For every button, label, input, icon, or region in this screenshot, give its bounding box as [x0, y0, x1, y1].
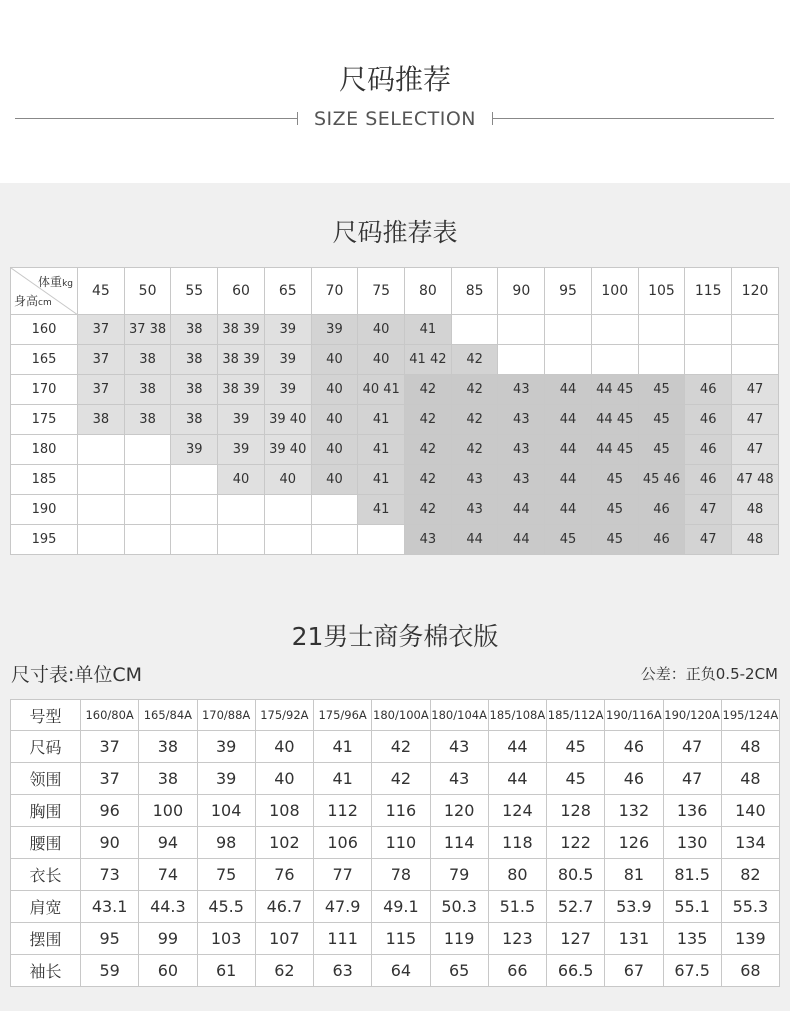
measurement-value-cell: 102 [255, 827, 313, 859]
measurement-value-cell: 124 [488, 795, 546, 827]
measurement-value-cell: 128 [547, 795, 605, 827]
measurement-value-cell: 119 [430, 923, 488, 955]
recommended-size-cell [124, 435, 171, 465]
measurement-value-cell: 42 [372, 763, 430, 795]
measurement-value-cell: 112 [314, 795, 372, 827]
recommended-size-cell: 44 45 [591, 435, 638, 465]
recommended-size-cell: 39 [218, 435, 265, 465]
size-chart-tolerance-caption: 公差：正负0.5-2CM [640, 665, 778, 683]
recommended-size-cell [498, 345, 545, 375]
measurement-value-cell: 38 [139, 731, 197, 763]
measurement-value-cell: 73 [81, 859, 139, 891]
measurement-label-cell: 袖长 [11, 955, 81, 987]
recommended-size-cell [591, 345, 638, 375]
measurement-value-cell: 132 [605, 795, 663, 827]
size-type-column-header: 190/116A [605, 700, 663, 731]
weight-header-cell: 80 [405, 268, 452, 315]
measurement-value-cell: 46.7 [255, 891, 313, 923]
recommended-size-cell: 47 [685, 495, 732, 525]
measurement-value-cell: 48 [721, 731, 779, 763]
size-type-column-header: 165/84A [139, 700, 197, 731]
height-label-cell: 170 [11, 375, 78, 405]
height-row [11, 375, 779, 405]
size-type-column-header: 180/104A [430, 700, 488, 731]
recommended-size-cell: 46 [685, 465, 732, 495]
recommended-size-cell: 41 [358, 465, 405, 495]
recommended-size-cell [638, 315, 685, 345]
recommended-size-cell: 45 [545, 525, 592, 555]
header-divider-right [492, 118, 774, 119]
measurement-value-cell: 53.9 [605, 891, 663, 923]
corner-weight-label [38, 273, 73, 290]
measurement-value-cell: 51.5 [488, 891, 546, 923]
measurement-value-cell: 46 [605, 731, 663, 763]
size-type-column-header: 175/96A [314, 700, 372, 731]
measurement-label-cell: 衣长 [11, 859, 81, 891]
weight-header-cell: 95 [545, 268, 592, 315]
measurement-value-cell: 127 [547, 923, 605, 955]
measurement-value-cell: 110 [372, 827, 430, 859]
measurement-value-cell: 139 [721, 923, 779, 955]
height-row [11, 465, 779, 495]
page-title: 尺码推荐 [338, 63, 451, 96]
measurement-value-cell: 80 [488, 859, 546, 891]
recommended-size-cell: 37 [78, 375, 125, 405]
measurement-value-cell: 76 [255, 859, 313, 891]
recommended-size-cell: 38 [78, 405, 125, 435]
height-row [11, 495, 779, 525]
height-row [11, 315, 779, 345]
size-type-column-header: 170/88A [197, 700, 255, 731]
recommended-size-cell: 39 [218, 405, 265, 435]
measurement-value-cell: 44.3 [139, 891, 197, 923]
recommended-size-cell: 42 [451, 345, 498, 375]
measurement-value-cell: 59 [81, 955, 139, 987]
recommended-size-cell [124, 465, 171, 495]
measurement-label-cell: 胸围 [11, 795, 81, 827]
weight-unit: kg [62, 279, 73, 289]
page-header [0, 0, 790, 183]
measurement-value-cell: 103 [197, 923, 255, 955]
recommended-size-cell: 44 [498, 525, 545, 555]
measurement-row [11, 923, 780, 955]
measurement-value-cell: 40 [255, 763, 313, 795]
recommended-size-cell: 40 [311, 465, 358, 495]
size-type-header-label: 号型 [11, 700, 81, 731]
measurement-value-cell: 118 [488, 827, 546, 859]
measurement-value-cell: 100 [139, 795, 197, 827]
measurement-value-cell: 60 [139, 955, 197, 987]
recommended-size-cell: 46 [685, 375, 732, 405]
recommended-size-cell: 44 [545, 465, 592, 495]
recommended-size-cell: 41 [405, 315, 452, 345]
height-row [11, 435, 779, 465]
recommended-size-cell: 40 [358, 345, 405, 375]
height-text: 身高 [14, 294, 39, 308]
size-measurement-table [10, 699, 780, 987]
measurement-value-cell: 78 [372, 859, 430, 891]
recommended-size-cell: 48 [732, 525, 779, 555]
measurement-row [11, 891, 780, 923]
measurement-value-cell: 135 [663, 923, 721, 955]
measurement-value-cell: 43.1 [81, 891, 139, 923]
measurement-value-cell: 114 [430, 827, 488, 859]
recommended-size-cell: 43 [405, 525, 452, 555]
recommended-size-cell [545, 315, 592, 345]
size-type-column-header: 190/120A [663, 700, 721, 731]
recommended-size-cell [78, 435, 125, 465]
recommended-size-cell [124, 495, 171, 525]
recommended-size-cell [171, 525, 218, 555]
measurement-value-cell: 122 [547, 827, 605, 859]
recommended-size-cell: 46 [685, 435, 732, 465]
recommended-size-cell [78, 525, 125, 555]
recommended-size-cell: 39 [311, 315, 358, 345]
measurement-value-cell: 37 [81, 763, 139, 795]
weight-text: 体重 [38, 275, 63, 289]
recommended-size-cell [171, 465, 218, 495]
measurement-value-cell: 107 [255, 923, 313, 955]
size-type-column-header: 160/80A [81, 700, 139, 731]
measurement-value-cell: 46 [605, 763, 663, 795]
measurement-value-cell: 108 [255, 795, 313, 827]
weight-header-cell: 55 [171, 268, 218, 315]
recommended-size-cell: 44 [545, 495, 592, 525]
recommended-size-cell: 39 [264, 375, 311, 405]
recommended-size-cell: 46 [685, 405, 732, 435]
recommended-size-cell: 44 45 [591, 405, 638, 435]
height-label-cell: 165 [11, 345, 78, 375]
recommended-size-cell: 40 [358, 315, 405, 345]
measurement-value-cell: 130 [663, 827, 721, 859]
recommended-size-cell: 38 39 [218, 345, 265, 375]
size-type-column-header: 185/112A [547, 700, 605, 731]
measurement-label-cell: 腰围 [11, 827, 81, 859]
weight-header-cell: 90 [498, 268, 545, 315]
measurement-value-cell: 50.3 [430, 891, 488, 923]
measurement-value-cell: 95 [81, 923, 139, 955]
recommended-size-cell: 38 [124, 375, 171, 405]
measurement-value-cell: 123 [488, 923, 546, 955]
recommended-size-cell: 46 [638, 525, 685, 555]
size-type-header-row [11, 700, 780, 731]
measurement-value-cell: 136 [663, 795, 721, 827]
recommended-size-cell: 37 [78, 345, 125, 375]
recommended-size-cell: 38 [171, 375, 218, 405]
height-label-cell: 190 [11, 495, 78, 525]
recommended-size-cell: 40 [311, 345, 358, 375]
recommended-size-cell [545, 345, 592, 375]
recommended-size-cell: 45 [591, 465, 638, 495]
weight-header-cell: 115 [685, 268, 732, 315]
recommended-size-cell [264, 525, 311, 555]
measurement-value-cell: 47 [663, 731, 721, 763]
measurement-value-cell: 47.9 [314, 891, 372, 923]
recommended-size-cell [78, 495, 125, 525]
recommended-size-cell: 45 [638, 435, 685, 465]
recommended-size-cell [311, 525, 358, 555]
measurement-value-cell: 131 [605, 923, 663, 955]
recommended-size-cell: 47 [732, 375, 779, 405]
recommended-size-cell [218, 495, 265, 525]
measurement-value-cell: 44 [488, 731, 546, 763]
weight-header-cell: 120 [732, 268, 779, 315]
measurement-value-cell: 99 [139, 923, 197, 955]
height-row [11, 345, 779, 375]
recommended-size-cell: 47 [732, 405, 779, 435]
recommended-size-cell: 39 40 [264, 435, 311, 465]
recommended-size-cell: 38 [171, 315, 218, 345]
measurement-value-cell: 115 [372, 923, 430, 955]
size-type-column-header: 185/108A [488, 700, 546, 731]
measurement-value-cell: 134 [721, 827, 779, 859]
weight-header-cell: 45 [78, 268, 125, 315]
height-label-cell: 180 [11, 435, 78, 465]
recommended-size-cell: 47 [732, 435, 779, 465]
page-subtitle: SIZE SELECTION [313, 108, 477, 130]
measurement-value-cell: 62 [255, 955, 313, 987]
weight-header-cell: 70 [311, 268, 358, 315]
recommended-size-cell: 37 [78, 315, 125, 345]
recommended-size-cell: 42 [451, 375, 498, 405]
measurement-value-cell: 67 [605, 955, 663, 987]
measurement-value-cell: 140 [721, 795, 779, 827]
measurement-value-cell: 40 [255, 731, 313, 763]
measurement-value-cell: 43 [430, 763, 488, 795]
measurement-value-cell: 81.5 [663, 859, 721, 891]
measurement-value-cell: 45.5 [197, 891, 255, 923]
measurement-value-cell: 49.1 [372, 891, 430, 923]
recommended-size-cell: 45 [591, 525, 638, 555]
recommended-size-cell: 42 [405, 495, 452, 525]
recommended-size-cell: 45 [638, 405, 685, 435]
measurement-value-cell: 98 [197, 827, 255, 859]
recommended-size-cell: 42 [405, 435, 452, 465]
measurement-label-cell: 摆围 [11, 923, 81, 955]
measurement-row [11, 763, 780, 795]
recommended-size-cell: 40 [218, 465, 265, 495]
recommended-size-cell: 43 [498, 465, 545, 495]
height-label-cell: 185 [11, 465, 78, 495]
measurement-value-cell: 48 [721, 763, 779, 795]
weight-header-cell: 75 [358, 268, 405, 315]
recommended-size-cell: 41 [358, 495, 405, 525]
measurement-value-cell: 116 [372, 795, 430, 827]
height-row [11, 525, 779, 555]
recommended-size-cell [218, 525, 265, 555]
recommended-size-cell [732, 315, 779, 345]
recommended-size-cell: 38 [171, 405, 218, 435]
recommended-size-cell [732, 345, 779, 375]
weight-header-cell: 100 [591, 268, 638, 315]
height-label-cell: 160 [11, 315, 78, 345]
height-row [11, 405, 779, 435]
weight-header-cell: 60 [218, 268, 265, 315]
recommended-size-cell: 43 [451, 495, 498, 525]
measurement-value-cell: 74 [139, 859, 197, 891]
weight-header-cell: 105 [638, 268, 685, 315]
measurement-value-cell: 77 [314, 859, 372, 891]
measurement-value-cell: 43 [430, 731, 488, 763]
measurement-value-cell: 75 [197, 859, 255, 891]
height-label-cell: 175 [11, 405, 78, 435]
measurement-value-cell: 126 [605, 827, 663, 859]
recommended-size-cell: 42 [451, 405, 498, 435]
measurement-value-cell: 68 [721, 955, 779, 987]
measurement-value-cell: 106 [314, 827, 372, 859]
measurement-value-cell: 45 [547, 763, 605, 795]
measurement-value-cell: 41 [314, 763, 372, 795]
recommended-size-cell: 42 [405, 465, 452, 495]
recommended-size-cell: 42 [405, 405, 452, 435]
measurement-label-cell: 尺码 [11, 731, 81, 763]
recommended-size-cell: 44 [451, 525, 498, 555]
measurement-value-cell: 111 [314, 923, 372, 955]
measurement-row [11, 859, 780, 891]
recommended-size-cell: 44 45 [591, 375, 638, 405]
weight-header-row [11, 268, 779, 315]
height-unit: cm [38, 298, 52, 308]
measurement-value-cell: 64 [372, 955, 430, 987]
recommended-size-cell: 38 [124, 405, 171, 435]
measurement-value-cell: 66.5 [547, 955, 605, 987]
size-recommendation-title: 尺码推荐表 [332, 218, 458, 247]
measurement-value-cell: 81 [605, 859, 663, 891]
recommended-size-cell: 43 [451, 465, 498, 495]
measurement-row [11, 731, 780, 763]
measurement-value-cell: 90 [81, 827, 139, 859]
measurement-row [11, 955, 780, 987]
recommended-size-cell [124, 525, 171, 555]
size-recommendation-table [10, 267, 779, 555]
measurement-value-cell: 44 [488, 763, 546, 795]
recommended-size-cell [591, 315, 638, 345]
corner-height-label [14, 292, 52, 309]
recommended-size-cell: 43 [498, 435, 545, 465]
recommended-size-cell: 40 [264, 465, 311, 495]
table-corner-cell [11, 268, 78, 315]
recommended-size-cell: 39 40 [264, 405, 311, 435]
recommended-size-cell [498, 315, 545, 345]
recommended-size-cell: 44 [545, 405, 592, 435]
size-type-column-header: 175/92A [255, 700, 313, 731]
recommended-size-cell: 38 [171, 345, 218, 375]
recommended-size-cell [685, 315, 732, 345]
size-chart-unit-caption: 尺寸表:单位CM [11, 664, 143, 686]
measurement-value-cell: 39 [197, 731, 255, 763]
recommended-size-cell [685, 345, 732, 375]
recommended-size-cell: 38 39 [218, 315, 265, 345]
recommended-size-cell: 42 [405, 375, 452, 405]
measurement-value-cell: 79 [430, 859, 488, 891]
recommended-size-cell: 39 [264, 315, 311, 345]
measurement-value-cell: 47 [663, 763, 721, 795]
measurement-value-cell: 38 [139, 763, 197, 795]
recommended-size-cell: 41 [358, 405, 405, 435]
weight-header-cell: 50 [124, 268, 171, 315]
recommended-size-cell: 45 46 [638, 465, 685, 495]
recommended-size-cell: 46 [638, 495, 685, 525]
measurement-value-cell: 37 [81, 731, 139, 763]
measurement-value-cell: 45 [547, 731, 605, 763]
measurement-value-cell: 65 [430, 955, 488, 987]
recommended-size-cell: 45 [591, 495, 638, 525]
recommended-size-cell: 47 [685, 525, 732, 555]
measurement-value-cell: 66 [488, 955, 546, 987]
measurement-value-cell: 52.7 [547, 891, 605, 923]
recommended-size-cell: 41 [358, 435, 405, 465]
recommended-size-cell [451, 315, 498, 345]
recommended-size-cell: 44 [545, 435, 592, 465]
recommended-size-cell [638, 345, 685, 375]
recommended-size-cell [358, 525, 405, 555]
recommended-size-cell [264, 495, 311, 525]
measurement-value-cell: 96 [81, 795, 139, 827]
measurement-value-cell: 61 [197, 955, 255, 987]
measurement-value-cell: 42 [372, 731, 430, 763]
recommended-size-cell: 37 38 [124, 315, 171, 345]
measurement-value-cell: 94 [139, 827, 197, 859]
size-chart-title: 21男士商务棉衣版 [291, 622, 499, 651]
height-label-cell: 195 [11, 525, 78, 555]
measurement-label-cell: 肩宽 [11, 891, 81, 923]
recommended-size-cell [78, 465, 125, 495]
recommended-size-cell: 39 [264, 345, 311, 375]
weight-header-cell: 65 [264, 268, 311, 315]
measurement-value-cell: 63 [314, 955, 372, 987]
measurement-value-cell: 80.5 [547, 859, 605, 891]
measurement-value-cell: 55.3 [721, 891, 779, 923]
measurement-value-cell: 67.5 [663, 955, 721, 987]
size-type-column-header: 180/100A [372, 700, 430, 731]
recommended-size-cell: 41 42 [405, 345, 452, 375]
recommended-size-cell: 43 [498, 375, 545, 405]
measurement-row [11, 795, 780, 827]
measurement-value-cell: 82 [721, 859, 779, 891]
recommended-size-cell: 40 41 [358, 375, 405, 405]
measurement-label-cell: 领围 [11, 763, 81, 795]
recommended-size-cell: 39 [171, 435, 218, 465]
measurement-row [11, 827, 780, 859]
weight-header-cell: 85 [451, 268, 498, 315]
recommended-size-cell [311, 495, 358, 525]
recommended-size-cell: 43 [498, 405, 545, 435]
recommended-size-cell: 48 [732, 495, 779, 525]
recommended-size-cell: 40 [311, 375, 358, 405]
measurement-value-cell: 120 [430, 795, 488, 827]
size-type-column-header: 195/124A [721, 700, 779, 731]
recommended-size-cell: 38 [124, 345, 171, 375]
recommended-size-cell [171, 495, 218, 525]
measurement-value-cell: 39 [197, 763, 255, 795]
recommended-size-cell: 44 [498, 495, 545, 525]
recommended-size-cell: 44 [545, 375, 592, 405]
measurement-value-cell: 55.1 [663, 891, 721, 923]
recommended-size-cell: 40 [311, 405, 358, 435]
recommended-size-cell: 38 39 [218, 375, 265, 405]
recommended-size-cell: 47 48 [732, 465, 779, 495]
measurement-value-cell: 104 [197, 795, 255, 827]
recommended-size-cell: 42 [451, 435, 498, 465]
recommended-size-cell: 40 [311, 435, 358, 465]
recommended-size-cell: 45 [638, 375, 685, 405]
measurement-value-cell: 41 [314, 731, 372, 763]
